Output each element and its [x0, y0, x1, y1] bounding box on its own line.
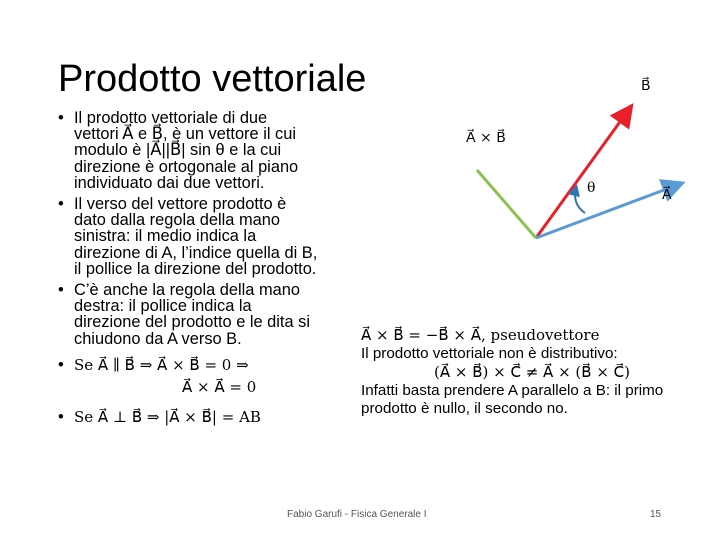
vector-a-arrow [536, 184, 680, 238]
theta-arc [575, 188, 585, 213]
slide-title: Prodotto vettoriale [58, 58, 367, 100]
right-line: Il prodotto vettoriale non è distributivo: [361, 344, 618, 362]
bullet-line: chiudono da A verso B. [74, 329, 242, 348]
bullet-line: • Se A⃗ ⊥ B⃗ ⇒ |A⃗ × B⃗| = AB [74, 408, 261, 427]
bullet-line: • C’è anche la regola della mano [74, 281, 300, 300]
label-theta: θ [587, 180, 596, 196]
label-vector-axb: A⃗ × B⃗ [466, 130, 506, 146]
bullet-line: direzione è ortogonale al piano [74, 157, 299, 176]
bullet-line: A⃗ × A⃗ = 0 [182, 378, 257, 397]
bullet-line: direzione di A, l’indice quella di B, [74, 243, 318, 262]
bullet-line: il pollice la direzione del prodotto. [74, 259, 317, 278]
bullet-line: vettori A⃗ e B⃗, è un vettore il cui [74, 125, 296, 144]
bullet-line: • Se A⃗ ∥ B⃗ ⇒ A⃗ × B⃗ = 0 ⇒ [74, 355, 249, 374]
bullet-line: individuato dai due vettori. [74, 173, 265, 192]
right-line: Infatti basta prendere A parallelo a B: il primo [361, 381, 664, 399]
vector-b-arrow [536, 108, 630, 238]
right-line: (A⃗ × B⃗) × C⃗ ≠ A⃗ × (B⃗ × C⃗) [434, 363, 630, 381]
bullet-line: modulo è |A⃗||B⃗| sin θ e la cui [74, 141, 282, 160]
bullet-line: direzione del prodotto e le dita si [74, 313, 310, 332]
page-number: 15 [650, 509, 662, 520]
bullet-line: • Il verso del vettore prodotto è [74, 195, 287, 214]
footer-author: Fabio Garufi - Fisica Generale I [287, 509, 427, 520]
vector-axb-line [477, 170, 536, 238]
bullet-line: destra: il pollice indica la [74, 297, 252, 316]
bullet-line: dato dalla regola della mano [74, 211, 280, 230]
right-line: A⃗ × B⃗ = −B⃗ × A⃗, pseudovettore [361, 326, 600, 344]
label-vector-b: B⃗ [641, 78, 651, 94]
bullet-line: sinistra: il medio indica la [74, 227, 257, 246]
bullet-line: • Il prodotto vettoriale di due [74, 109, 268, 127]
right-text-block [361, 326, 681, 419]
right-line: prodotto è nullo, il secondo no. [361, 400, 568, 417]
label-vector-a: A⃗ [662, 187, 672, 203]
